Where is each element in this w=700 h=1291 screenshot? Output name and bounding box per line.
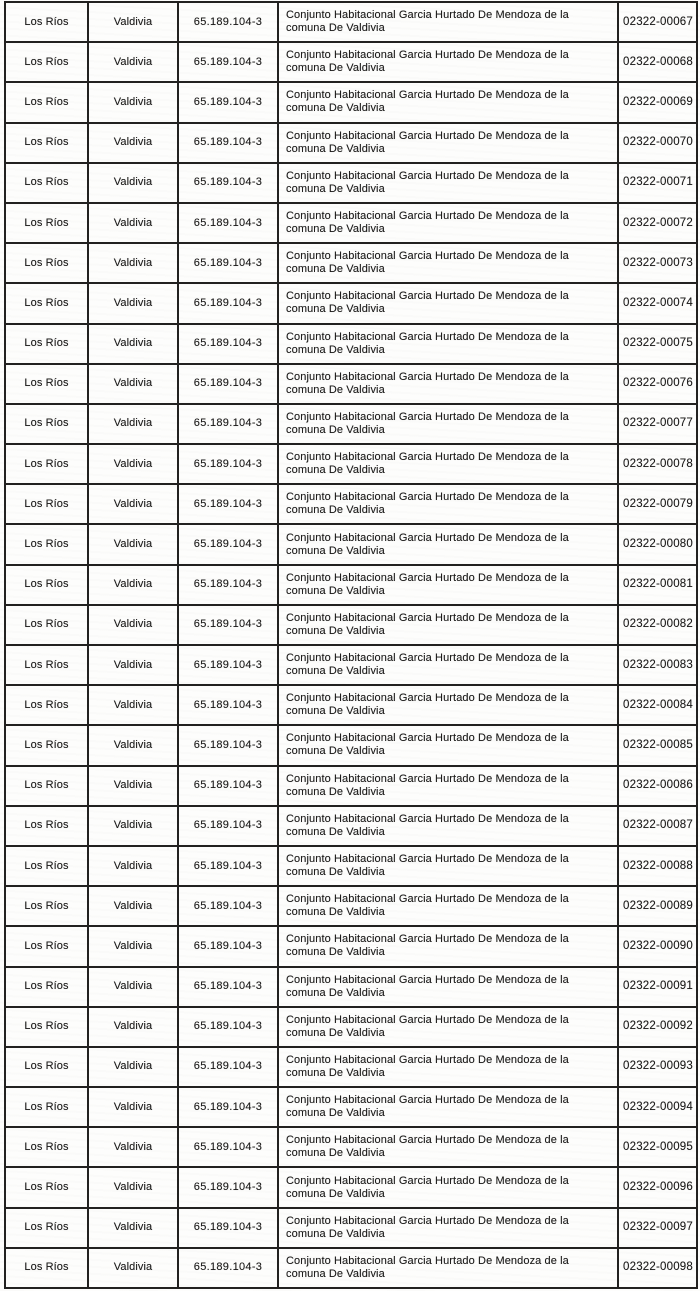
- table-row: [5, 605, 697, 645]
- cell-codigo: 02322-00084: [618, 685, 697, 725]
- cell-nombre: Conjunto Habitacional Garcia Hurtado De Mendoza de la comuna De Valdivia: [278, 806, 618, 846]
- cell-comuna: Valdivia: [88, 82, 178, 122]
- table-row: [5, 1007, 697, 1047]
- cell-nombre: Conjunto Habitacional Garcia Hurtado De Mendoza de la comuna De Valdivia: [278, 82, 618, 122]
- table-row: [5, 404, 697, 444]
- cell-comuna: Valdivia: [88, 1248, 178, 1288]
- table-row: [5, 203, 697, 243]
- cell-rut: 65.189.104-3: [178, 1248, 278, 1288]
- cell-rut: 65.189.104-3: [178, 203, 278, 243]
- cell-rut: 65.189.104-3: [178, 846, 278, 886]
- table-row: [5, 725, 697, 765]
- cell-codigo: 02322-00073: [618, 243, 697, 283]
- cell-codigo: 02322-00086: [618, 766, 697, 806]
- cell-codigo: 02322-00089: [618, 886, 697, 926]
- cell-rut: 65.189.104-3: [178, 163, 278, 203]
- cell-comuna: Valdivia: [88, 886, 178, 926]
- cell-rut: 65.189.104-3: [178, 82, 278, 122]
- cell-region: Los Ríos: [5, 324, 88, 364]
- table-row: [5, 1167, 697, 1207]
- cell-region: Los Ríos: [5, 1167, 88, 1207]
- table-row: [5, 42, 697, 82]
- cell-comuna: Valdivia: [88, 444, 178, 484]
- cell-region: Los Ríos: [5, 846, 88, 886]
- cell-region: Los Ríos: [5, 766, 88, 806]
- table-row: [5, 163, 697, 203]
- cell-nombre: Conjunto Habitacional Garcia Hurtado De Mendoza de la comuna De Valdivia: [278, 203, 618, 243]
- cell-region: Los Ríos: [5, 967, 88, 1007]
- cell-nombre: Conjunto Habitacional Garcia Hurtado De Mendoza de la comuna De Valdivia: [278, 685, 618, 725]
- cell-rut: 65.189.104-3: [178, 766, 278, 806]
- cell-comuna: Valdivia: [88, 404, 178, 444]
- cell-region: Los Ríos: [5, 725, 88, 765]
- cell-comuna: Valdivia: [88, 806, 178, 846]
- cell-rut: 65.189.104-3: [178, 645, 278, 685]
- cell-nombre: Conjunto Habitacional Garcia Hurtado De Mendoza de la comuna De Valdivia: [278, 1007, 618, 1047]
- cell-rut: 65.189.104-3: [178, 2, 278, 42]
- cell-comuna: Valdivia: [88, 324, 178, 364]
- cell-rut: 65.189.104-3: [178, 243, 278, 283]
- cell-region: Los Ríos: [5, 1248, 88, 1288]
- cell-rut: 65.189.104-3: [178, 725, 278, 765]
- table-row: [5, 123, 697, 163]
- cell-region: Los Ríos: [5, 123, 88, 163]
- table-row: [5, 1208, 697, 1248]
- cell-nombre: Conjunto Habitacional Garcia Hurtado De Mendoza de la comuna De Valdivia: [278, 967, 618, 1007]
- cell-rut: 65.189.104-3: [178, 524, 278, 564]
- cell-codigo: 02322-00088: [618, 846, 697, 886]
- cell-codigo: 02322-00087: [618, 806, 697, 846]
- cell-comuna: Valdivia: [88, 766, 178, 806]
- cell-region: Los Ríos: [5, 1208, 88, 1248]
- cell-rut: 65.189.104-3: [178, 283, 278, 323]
- cell-comuna: Valdivia: [88, 42, 178, 82]
- cell-region: Los Ríos: [5, 926, 88, 966]
- cell-rut: 65.189.104-3: [178, 886, 278, 926]
- cell-rut: 65.189.104-3: [178, 1208, 278, 1248]
- cell-codigo: 02322-00097: [618, 1208, 697, 1248]
- cell-region: Los Ríos: [5, 645, 88, 685]
- cell-nombre: Conjunto Habitacional Garcia Hurtado De Mendoza de la comuna De Valdivia: [278, 1167, 618, 1207]
- cell-rut: 65.189.104-3: [178, 1127, 278, 1167]
- cell-rut: 65.189.104-3: [178, 685, 278, 725]
- cell-codigo: 02322-00070: [618, 123, 697, 163]
- table-row: [5, 524, 697, 564]
- cell-codigo: 02322-00081: [618, 565, 697, 605]
- table-row: [5, 846, 697, 886]
- cell-comuna: Valdivia: [88, 364, 178, 404]
- cell-comuna: Valdivia: [88, 565, 178, 605]
- cell-rut: 65.189.104-3: [178, 123, 278, 163]
- cell-codigo: 02322-00078: [618, 444, 697, 484]
- cell-region: Los Ríos: [5, 484, 88, 524]
- cell-codigo: 02322-00085: [618, 725, 697, 765]
- table-row: [5, 1047, 697, 1087]
- cell-comuna: Valdivia: [88, 926, 178, 966]
- cell-nombre: Conjunto Habitacional Garcia Hurtado De Mendoza de la comuna De Valdivia: [278, 605, 618, 645]
- cell-nombre: Conjunto Habitacional Garcia Hurtado De Mendoza de la comuna De Valdivia: [278, 2, 618, 42]
- records-table: [4, 1, 698, 1289]
- cell-comuna: Valdivia: [88, 283, 178, 323]
- cell-region: Los Ríos: [5, 886, 88, 926]
- cell-nombre: Conjunto Habitacional Garcia Hurtado De Mendoza de la comuna De Valdivia: [278, 886, 618, 926]
- cell-nombre: Conjunto Habitacional Garcia Hurtado De Mendoza de la comuna De Valdivia: [278, 42, 618, 82]
- cell-codigo: 02322-00090: [618, 926, 697, 966]
- cell-codigo: 02322-00098: [618, 1248, 697, 1288]
- cell-rut: 65.189.104-3: [178, 806, 278, 846]
- cell-comuna: Valdivia: [88, 2, 178, 42]
- cell-comuna: Valdivia: [88, 846, 178, 886]
- cell-nombre: Conjunto Habitacional Garcia Hurtado De Mendoza de la comuna De Valdivia: [278, 283, 618, 323]
- cell-comuna: Valdivia: [88, 123, 178, 163]
- table-row: [5, 685, 697, 725]
- cell-nombre: Conjunto Habitacional Garcia Hurtado De Mendoza de la comuna De Valdivia: [278, 1087, 618, 1127]
- table-row: [5, 364, 697, 404]
- cell-comuna: Valdivia: [88, 1127, 178, 1167]
- records-table-body: [5, 2, 697, 1288]
- cell-codigo: 02322-00067: [618, 2, 697, 42]
- cell-comuna: Valdivia: [88, 484, 178, 524]
- cell-codigo: 02322-00091: [618, 967, 697, 1007]
- cell-comuna: Valdivia: [88, 1087, 178, 1127]
- table-row: [5, 565, 697, 605]
- cell-comuna: Valdivia: [88, 685, 178, 725]
- cell-nombre: Conjunto Habitacional Garcia Hurtado De Mendoza de la comuna De Valdivia: [278, 1248, 618, 1288]
- cell-comuna: Valdivia: [88, 1208, 178, 1248]
- cell-comuna: Valdivia: [88, 1167, 178, 1207]
- cell-region: Los Ríos: [5, 203, 88, 243]
- cell-comuna: Valdivia: [88, 243, 178, 283]
- cell-nombre: Conjunto Habitacional Garcia Hurtado De Mendoza de la comuna De Valdivia: [278, 404, 618, 444]
- cell-region: Los Ríos: [5, 565, 88, 605]
- cell-codigo: 02322-00072: [618, 203, 697, 243]
- cell-comuna: Valdivia: [88, 967, 178, 1007]
- cell-nombre: Conjunto Habitacional Garcia Hurtado De Mendoza de la comuna De Valdivia: [278, 364, 618, 404]
- cell-nombre: Conjunto Habitacional Garcia Hurtado De Mendoza de la comuna De Valdivia: [278, 565, 618, 605]
- cell-comuna: Valdivia: [88, 163, 178, 203]
- cell-nombre: Conjunto Habitacional Garcia Hurtado De Mendoza de la comuna De Valdivia: [278, 766, 618, 806]
- cell-nombre: Conjunto Habitacional Garcia Hurtado De Mendoza de la comuna De Valdivia: [278, 725, 618, 765]
- cell-nombre: Conjunto Habitacional Garcia Hurtado De Mendoza de la comuna De Valdivia: [278, 163, 618, 203]
- cell-region: Los Ríos: [5, 524, 88, 564]
- cell-nombre: Conjunto Habitacional Garcia Hurtado De Mendoza de la comuna De Valdivia: [278, 1208, 618, 1248]
- cell-comuna: Valdivia: [88, 605, 178, 645]
- cell-codigo: 02322-00075: [618, 324, 697, 364]
- cell-codigo: 02322-00068: [618, 42, 697, 82]
- table-row: [5, 82, 697, 122]
- table-row: [5, 1248, 697, 1288]
- cell-comuna: Valdivia: [88, 1007, 178, 1047]
- cell-region: Los Ríos: [5, 2, 88, 42]
- cell-region: Los Ríos: [5, 1087, 88, 1127]
- cell-rut: 65.189.104-3: [178, 1007, 278, 1047]
- cell-codigo: 02322-00093: [618, 1047, 697, 1087]
- table-row: [5, 444, 697, 484]
- cell-rut: 65.189.104-3: [178, 565, 278, 605]
- cell-codigo: 02322-00096: [618, 1167, 697, 1207]
- cell-region: Los Ríos: [5, 42, 88, 82]
- cell-region: Los Ríos: [5, 404, 88, 444]
- cell-comuna: Valdivia: [88, 1047, 178, 1087]
- cell-nombre: Conjunto Habitacional Garcia Hurtado De Mendoza de la comuna De Valdivia: [278, 324, 618, 364]
- cell-codigo: 02322-00094: [618, 1087, 697, 1127]
- cell-nombre: Conjunto Habitacional Garcia Hurtado De Mendoza de la comuna De Valdivia: [278, 926, 618, 966]
- cell-rut: 65.189.104-3: [178, 484, 278, 524]
- cell-rut: 65.189.104-3: [178, 404, 278, 444]
- cell-codigo: 02322-00077: [618, 404, 697, 444]
- cell-codigo: 02322-00071: [618, 163, 697, 203]
- table-row: [5, 886, 697, 926]
- cell-nombre: Conjunto Habitacional Garcia Hurtado De Mendoza de la comuna De Valdivia: [278, 524, 618, 564]
- cell-nombre: Conjunto Habitacional Garcia Hurtado De Mendoza de la comuna De Valdivia: [278, 484, 618, 524]
- cell-region: Los Ríos: [5, 605, 88, 645]
- table-row: [5, 484, 697, 524]
- cell-region: Los Ríos: [5, 1007, 88, 1047]
- cell-nombre: Conjunto Habitacional Garcia Hurtado De Mendoza de la comuna De Valdivia: [278, 645, 618, 685]
- cell-codigo: 02322-00092: [618, 1007, 697, 1047]
- table-row: [5, 243, 697, 283]
- cell-region: Los Ríos: [5, 685, 88, 725]
- cell-codigo: 02322-00083: [618, 645, 697, 685]
- cell-region: Los Ríos: [5, 1127, 88, 1167]
- cell-rut: 65.189.104-3: [178, 42, 278, 82]
- cell-rut: 65.189.104-3: [178, 1087, 278, 1127]
- cell-rut: 65.189.104-3: [178, 1047, 278, 1087]
- table-row: [5, 766, 697, 806]
- cell-region: Los Ríos: [5, 82, 88, 122]
- cell-codigo: 02322-00079: [618, 484, 697, 524]
- cell-rut: 65.189.104-3: [178, 324, 278, 364]
- cell-nombre: Conjunto Habitacional Garcia Hurtado De Mendoza de la comuna De Valdivia: [278, 123, 618, 163]
- cell-rut: 65.189.104-3: [178, 967, 278, 1007]
- table-row: [5, 926, 697, 966]
- cell-codigo: 02322-00080: [618, 524, 697, 564]
- table-row: [5, 645, 697, 685]
- cell-rut: 65.189.104-3: [178, 364, 278, 404]
- table-row: [5, 324, 697, 364]
- cell-codigo: 02322-00082: [618, 605, 697, 645]
- cell-region: Los Ríos: [5, 806, 88, 846]
- cell-codigo: 02322-00069: [618, 82, 697, 122]
- cell-region: Los Ríos: [5, 1047, 88, 1087]
- cell-codigo: 02322-00076: [618, 364, 697, 404]
- cell-nombre: Conjunto Habitacional Garcia Hurtado De Mendoza de la comuna De Valdivia: [278, 243, 618, 283]
- cell-nombre: Conjunto Habitacional Garcia Hurtado De Mendoza de la comuna De Valdivia: [278, 1127, 618, 1167]
- cell-region: Los Ríos: [5, 163, 88, 203]
- cell-rut: 65.189.104-3: [178, 1167, 278, 1207]
- table-row: [5, 2, 697, 42]
- cell-comuna: Valdivia: [88, 524, 178, 564]
- table-row: [5, 1127, 697, 1167]
- cell-region: Los Ríos: [5, 283, 88, 323]
- cell-region: Los Ríos: [5, 364, 88, 404]
- cell-comuna: Valdivia: [88, 645, 178, 685]
- cell-comuna: Valdivia: [88, 203, 178, 243]
- cell-codigo: 02322-00095: [618, 1127, 697, 1167]
- cell-region: Los Ríos: [5, 444, 88, 484]
- cell-rut: 65.189.104-3: [178, 926, 278, 966]
- table-row: [5, 967, 697, 1007]
- cell-nombre: Conjunto Habitacional Garcia Hurtado De Mendoza de la comuna De Valdivia: [278, 1047, 618, 1087]
- cell-rut: 65.189.104-3: [178, 444, 278, 484]
- cell-nombre: Conjunto Habitacional Garcia Hurtado De Mendoza de la comuna De Valdivia: [278, 444, 618, 484]
- table-row: [5, 283, 697, 323]
- table-row: [5, 806, 697, 846]
- cell-rut: 65.189.104-3: [178, 605, 278, 645]
- cell-codigo: 02322-00074: [618, 283, 697, 323]
- cell-region: Los Ríos: [5, 243, 88, 283]
- cell-comuna: Valdivia: [88, 725, 178, 765]
- cell-nombre: Conjunto Habitacional Garcia Hurtado De Mendoza de la comuna De Valdivia: [278, 846, 618, 886]
- table-row: [5, 1087, 697, 1127]
